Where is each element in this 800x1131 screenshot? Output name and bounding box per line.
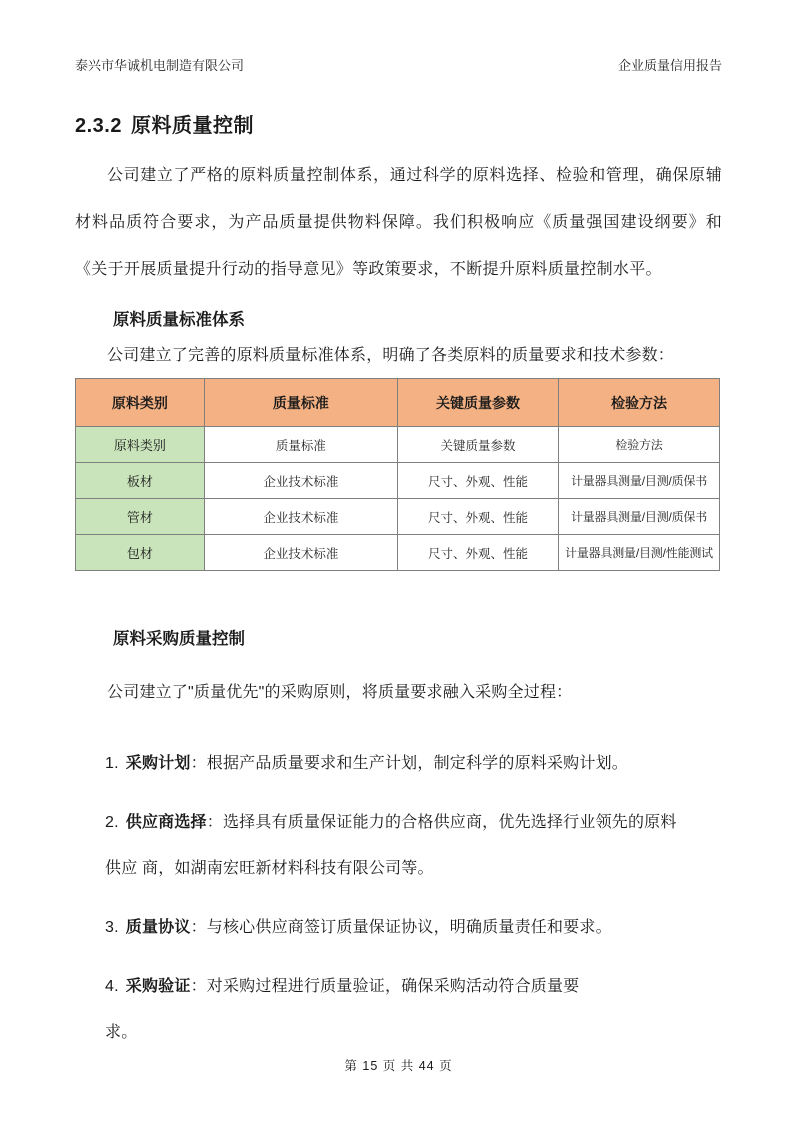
item-separator: ： [190, 978, 207, 995]
item-text: 根据产品质量要求和生产计划，制定科学的原料采购计划。 [206, 755, 628, 772]
col-header-material-type: 原料类别 [76, 379, 205, 427]
item-separator: ： [190, 755, 207, 772]
page-number-footer: 第 15 页 共 44 页 [344, 1059, 453, 1073]
cell-key-parameters: 尺寸、外观、性能 [397, 463, 558, 499]
cell-quality-standard: 企业技术标准 [204, 535, 397, 571]
list-item-supplier-selection [105, 800, 722, 892]
cell-key-parameters: 尺寸、外观、性能 [397, 499, 558, 535]
cell-inspection-method: 检验方法 [558, 427, 719, 463]
item-text: 选择具有质量保证能力的合格供应商，优先选择行业领先的原料 [222, 814, 677, 831]
cell-material-type: 板材 [76, 463, 205, 499]
col-header-inspection-method: 检验方法 [558, 379, 719, 427]
material-standards-table [75, 378, 720, 571]
item-label: 采购计划 [125, 755, 191, 772]
cell-quality-standard: 企业技术标准 [204, 499, 397, 535]
header-company-name: 泰兴市华诚机电制造有限公司 [75, 58, 245, 73]
cell-quality-standard: 质量标准 [204, 427, 397, 463]
item-number: 2. [105, 814, 119, 831]
item-number: 3. [105, 919, 119, 936]
item-number: 1. [105, 755, 119, 772]
subheading-procurement: 原料采购质量控制 [113, 630, 245, 648]
table-row [76, 499, 720, 535]
item-text-continued: 求。 [105, 1024, 138, 1041]
cell-key-parameters: 尺寸、外观、性能 [397, 535, 558, 571]
cell-material-type: 包材 [76, 535, 205, 571]
item-text-continued: 供应 商，如湖南宏旺新材料科技有限公司等。 [105, 860, 434, 877]
cell-material-type: 管材 [76, 499, 205, 535]
item-text: 与核心供应商签订质量保证协议，明确质量责任和要求。 [206, 919, 612, 936]
procurement-items-list [75, 741, 722, 1056]
cell-inspection-method: 计量器具测量/目测/质保书 [558, 463, 719, 499]
section-title-text: 原料质量控制 [130, 115, 254, 137]
table-row [76, 535, 720, 571]
cell-quality-standard: 企业技术标准 [204, 463, 397, 499]
col-header-quality-standard: 质量标准 [204, 379, 397, 427]
item-label: 采购验证 [125, 978, 191, 995]
intro-paragraph: 公司建立了严格的原料质量控制体系，通过科学的原料选择、检验和管理，确保原辅材料品质符合要求，为产品质量提供物料保障。我们积极响应《质量强国建设纲要》和《关于开展质量提升行动的指导意见》等政策要求，不断提升原料质量控制水平。 [75, 167, 722, 278]
subheading-standards: 原料质量标准体系 [113, 311, 245, 329]
cell-key-parameters: 关键质量参数 [397, 427, 558, 463]
table-row [76, 463, 720, 499]
item-label: 供应商选择 [125, 814, 207, 831]
cell-material-type: 原料类别 [76, 427, 205, 463]
cell-inspection-method: 计量器具测量/目测/质保书 [558, 499, 719, 535]
item-separator: ： [190, 919, 207, 936]
standards-lead-paragraph: 公司建立了完善的原料质量标准体系，明确了各类原料的质量要求和技术参数： [107, 347, 675, 364]
table-header-row [76, 379, 720, 427]
section-heading [75, 114, 722, 138]
cell-inspection-method: 计量器具测量/目测/性能测试 [558, 535, 719, 571]
table-row [76, 427, 720, 463]
item-text: 对采购过程进行质量验证，确保采购活动符合质量要 [206, 978, 580, 995]
list-item-procurement-plan [105, 741, 722, 787]
list-item-procurement-verification [105, 964, 722, 1056]
list-item-quality-agreement [105, 905, 722, 951]
header-report-title: 企业质量信用报告 [617, 58, 722, 73]
col-header-key-parameters: 关键质量参数 [397, 379, 558, 427]
section-number: 2.3.2 [75, 115, 122, 137]
procurement-lead-paragraph: 公司建立了"质量优先"的采购原则，将质量要求融入采购全过程： [107, 684, 573, 701]
item-number: 4. [105, 978, 119, 995]
item-label: 质量协议 [125, 919, 191, 936]
page-header [75, 58, 722, 74]
item-separator: ： [206, 814, 223, 831]
